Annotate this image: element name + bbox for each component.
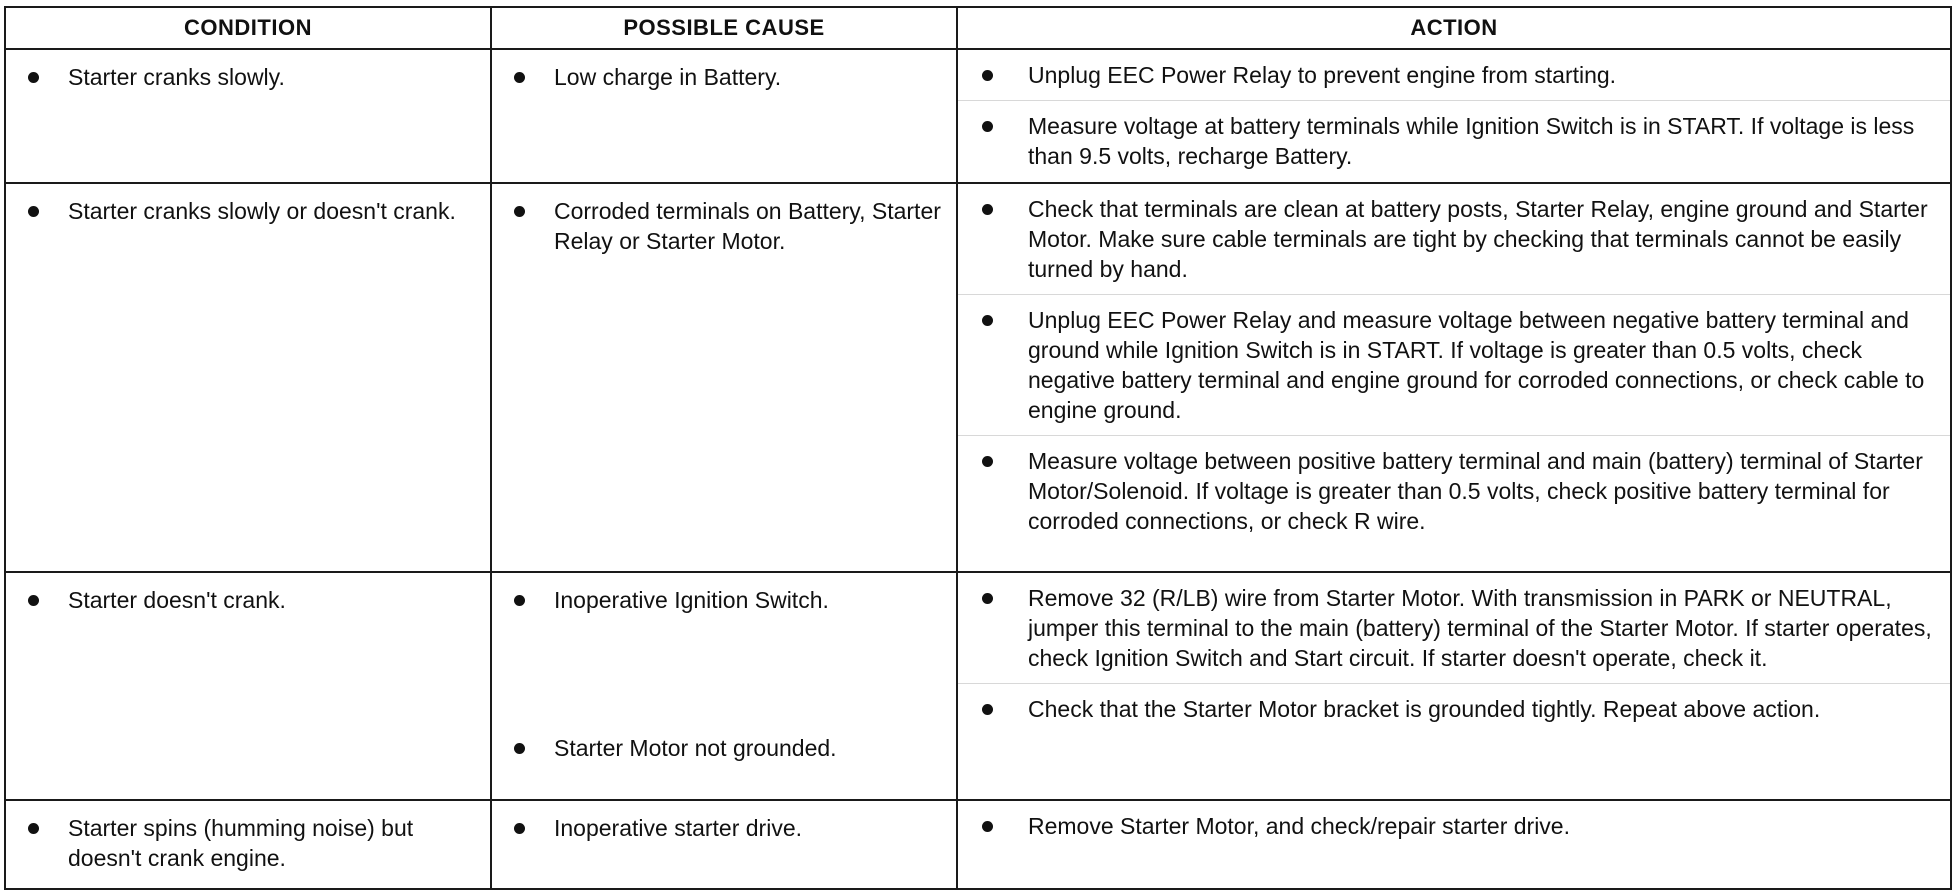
bullet-icon	[982, 70, 993, 81]
action-item	[958, 573, 1950, 683]
bullet-icon	[28, 206, 39, 217]
header-action: ACTION	[957, 7, 1951, 49]
bullet-icon	[514, 595, 525, 606]
bullet-icon	[982, 456, 993, 467]
cause-text: Inoperative Ignition Switch.	[554, 587, 829, 614]
cause-item	[514, 585, 942, 615]
condition-text: Starter cranks slowly or doesn't crank.	[68, 198, 456, 225]
troubleshooting-table-wrapper	[4, 6, 1950, 890]
action-text: Check that the Starter Motor bracket is grounded tightly. Repeat above action.	[1028, 696, 1821, 723]
condition-item	[28, 585, 476, 615]
action-cell	[957, 183, 1951, 572]
cause-item	[514, 196, 942, 256]
table-row	[5, 572, 1951, 800]
condition-item	[28, 813, 476, 873]
cause-text: Starter Motor not grounded.	[554, 735, 837, 762]
condition-cell	[5, 49, 491, 183]
action-item	[958, 435, 1950, 546]
action-text: Measure voltage at battery terminals while Ignition Switch is in START. If voltage is less than 9.5 volts, recharge Battery.	[1028, 113, 1915, 169]
bullet-icon	[982, 204, 993, 215]
condition-item	[28, 196, 476, 226]
bullet-icon	[28, 595, 39, 606]
action-item	[958, 294, 1950, 435]
table-row	[5, 183, 1951, 572]
bullet-icon	[982, 593, 993, 604]
cause-text: Low charge in Battery.	[554, 64, 782, 90]
bullet-icon	[514, 823, 525, 834]
cause-item	[514, 62, 942, 92]
cause-item	[514, 813, 942, 843]
action-text: Measure voltage between positive battery terminal and main (battery) terminal of Starter Motor/Solenoid. If voltage is greater than 0.5 volts, check positive battery terminal for corroded connections, or check R wire.	[1028, 448, 1923, 535]
bullet-icon	[514, 72, 525, 83]
condition-cell	[5, 183, 491, 572]
condition-text: Starter spins (humming noise) but doesn't crank engine.	[68, 815, 414, 872]
cause-text: Inoperative starter drive.	[554, 815, 803, 842]
bullet-icon	[982, 704, 993, 715]
header-condition: CONDITION	[5, 7, 491, 49]
table-row	[5, 800, 1951, 889]
table-row	[5, 49, 1951, 183]
action-item	[958, 50, 1950, 100]
action-text: Unplug EEC Power Relay and measure voltage between negative battery terminal and ground while Ignition Switch is in START. If voltage is greater than 0.5 volts, check negative battery terminal and engine ground for corroded connections, or check cable to engine ground.	[1028, 307, 1925, 424]
action-item	[958, 683, 1950, 734]
action-item	[958, 801, 1950, 851]
condition-cell	[5, 572, 491, 800]
action-text: Remove Starter Motor, and check/repair starter drive.	[1028, 813, 1570, 840]
condition-cell	[5, 800, 491, 889]
action-text: Unplug EEC Power Relay to prevent engine from starting.	[1028, 62, 1617, 88]
action-item	[958, 184, 1950, 294]
action-cell	[957, 572, 1951, 800]
action-text: Remove 32 (R/LB) wire from Starter Motor. With transmission in PARK or NEUTRAL, jumper this terminal to the main (battery) terminal of the Starter Motor. If starter operates, check Ignition Switch and Start circuit. If starter doesn't operate, check it.	[1028, 585, 1932, 672]
header-row	[5, 7, 1951, 49]
action-item	[958, 100, 1950, 181]
cause-cell	[491, 49, 957, 183]
condition-text: Starter doesn't crank.	[68, 587, 286, 614]
cause-text: Corroded terminals on Battery, Starter Relay or Starter Motor.	[554, 198, 941, 255]
cause-cell	[491, 572, 957, 800]
cause-cell	[491, 183, 957, 572]
troubleshooting-table	[4, 6, 1952, 890]
condition-text: Starter cranks slowly.	[68, 64, 285, 90]
bullet-icon	[982, 821, 993, 832]
cause-cell	[491, 800, 957, 889]
action-text: Check that terminals are clean at battery posts, Starter Relay, engine ground and Starter Motor. Make sure cable terminals are tight by checking that terminals cannot be easily turned by hand.	[1028, 196, 1928, 283]
condition-item	[28, 62, 476, 92]
header-possible-cause: POSSIBLE CAUSE	[491, 7, 957, 49]
bullet-icon	[982, 315, 993, 326]
bullet-icon	[514, 206, 525, 217]
action-cell	[957, 800, 1951, 889]
bullet-icon	[514, 743, 525, 754]
bullet-icon	[28, 72, 39, 83]
action-cell	[957, 49, 1951, 183]
bullet-icon	[982, 121, 993, 132]
bullet-icon	[28, 823, 39, 834]
cause-item	[514, 733, 942, 763]
